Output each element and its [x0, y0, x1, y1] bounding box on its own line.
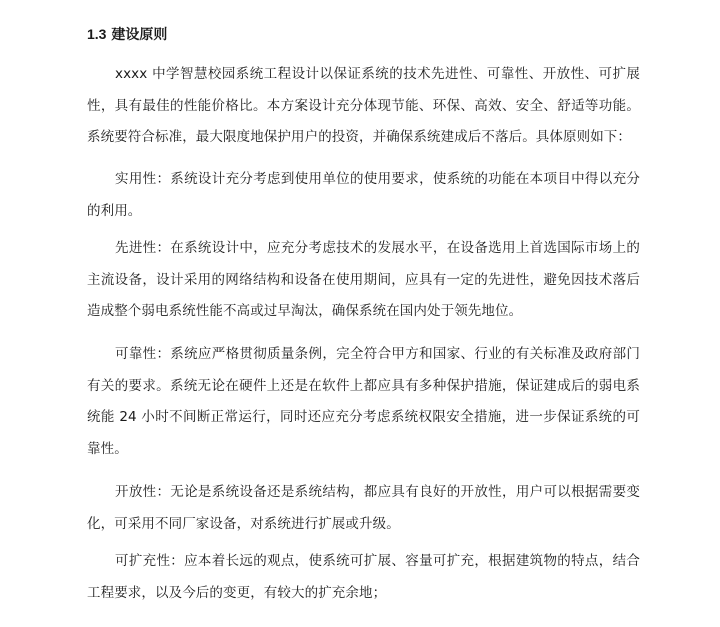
intro-paragraph: xxxx 中学智慧校园系统工程设计以保证系统的技术先进性、可靠性、开放性、可扩展性，具有最佳的性能价格比。本方案设计充分体现节能、环保、高效、安全、舒适等功能。系统要符合标准，最大限度地保护用户的投资，并确保系统建成后不落后。具体原则如下： — [87, 66, 640, 145]
principle-extensibility: 可扩充性：应本着长远的观点，使系统可扩展、容量可扩充，根据建筑物的特点，结合工程要求，以及今后的变更，有较大的扩充余地； — [87, 553, 640, 601]
section-number: 1.3 — [87, 26, 107, 42]
principle-practicality: 实用性：系统设计充分考虑到使用单位的使用要求，使系统的功能在本项目中得以充分的利用。 — [87, 171, 640, 219]
section-title: 建设原则 — [111, 27, 168, 43]
principle-advancement: 先进性：在系统设计中，应充分考虑技术的发展水平，在设备选用上首选国际市场上的主流设备，设计采用的网络结构和设备在使用期间，应具有一定的先进性，避免因技术落后造成整个弱电系统性能不高或过早淘汰，确保系统在国内处于领先地位。 — [87, 240, 640, 319]
section-heading — [87, 24, 167, 44]
principle-openness: 开放性：无论是系统设备还是系统结构，都应具有良好的开放性，用户可以根据需要变化，可采用不同厂家设备，对系统进行扩展或升级。 — [87, 484, 640, 532]
principle-reliability: 可靠性：系统应严格贯彻质量条例，完全符合甲方和国家、行业的有关标准及政府部门有关的要求。系统无论在硬件上还是在软件上都应具有多种保护措施，保证建成后的弱电系统能 24 小时不间断正常运行，同时还应充分考虑系统权限安全措施，进一步保证系统的可靠性。 — [87, 346, 640, 457]
